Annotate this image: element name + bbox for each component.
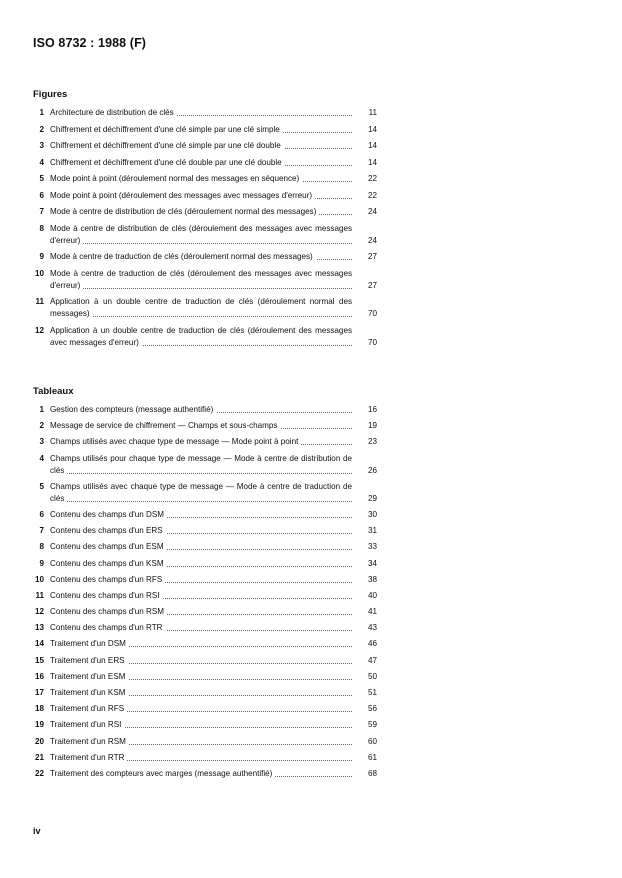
tableaux-entry-title: Traitement d'un RFS <box>50 704 127 713</box>
page-number: iv <box>33 826 41 836</box>
figures-entry-page: 27 <box>367 252 377 261</box>
figures-entry-number: 12 <box>34 325 44 335</box>
figures-entry-page: 14 <box>367 124 377 134</box>
tableaux-entry-page: 56 <box>367 704 377 714</box>
tableaux-entry-page: 23 <box>367 437 377 447</box>
figures-entry-number: 3 <box>39 141 44 150</box>
tableaux-entry-page: 29 <box>367 493 377 503</box>
tableaux-entry-number: 13 <box>34 623 44 633</box>
figures-entry[interactable] <box>32 251 377 263</box>
figures-entry[interactable] <box>32 268 377 292</box>
tableaux-entry-page: 68 <box>367 768 377 778</box>
tableaux-entry-number: 17 <box>34 688 44 697</box>
tableaux-entry-page: 41 <box>367 607 377 617</box>
tableaux-entry-page: 34 <box>367 558 377 568</box>
tableaux-entry-page: 46 <box>367 639 377 649</box>
figures-entry-page: 14 <box>367 157 377 167</box>
tableaux-entry-number: 15 <box>34 655 44 665</box>
dot-leader <box>50 501 352 502</box>
tableaux-entry[interactable] <box>32 590 377 602</box>
tableaux-entry[interactable] <box>32 436 377 448</box>
tableaux-entry-page: 50 <box>367 671 377 681</box>
figures-entry-number: 5 <box>39 174 44 183</box>
figures-entry[interactable] <box>32 190 377 202</box>
figures-entry-page: 24 <box>367 235 377 245</box>
tableaux-entry-title: Traitement d'un RSM <box>50 737 129 746</box>
figures-entry-page: 22 <box>367 190 377 200</box>
figures-entry-title: Mode à centre de distribution de clés (déroulement normal des messages) <box>50 207 319 216</box>
tableaux-entry-number: 7 <box>39 526 44 536</box>
figures-entry-page: 24 <box>367 207 377 216</box>
tableaux-entry-page: 61 <box>367 752 377 762</box>
tableaux-section-title: Tableaux <box>33 386 74 397</box>
dot-leader <box>50 288 352 289</box>
tableaux-entry-number: 6 <box>39 509 44 519</box>
figures-entry-number: 11 <box>35 297 44 306</box>
tableaux-entry-number: 2 <box>39 421 44 431</box>
figures-entry-title: Mode point à point (déroulement normal des messages en séquence) <box>50 174 302 183</box>
figures-entry-title: Mode à centre de distribution de clés (déroulement des messages avec messages d'erreur) <box>50 223 352 245</box>
figures-entry-page: 70 <box>367 337 377 347</box>
tableaux-entry[interactable] <box>32 606 377 618</box>
tableaux-entry-number: 20 <box>34 736 44 746</box>
figures-entry[interactable] <box>32 124 377 136</box>
tableaux-entry-number: 10 <box>34 574 44 584</box>
tableaux-entry-page: 51 <box>367 688 377 697</box>
figures-entry-number: 6 <box>39 190 44 200</box>
tableaux-entry-title: Traitement d'un KSM <box>50 688 128 697</box>
tableaux-entry-title: Traitement d'un DSM <box>50 639 129 648</box>
tableaux-entry-number: 22 <box>34 768 44 778</box>
tableaux-entry-title: Traitement d'un ESM <box>50 672 128 681</box>
tableaux-entry-page: 30 <box>367 509 377 519</box>
figures-entry-number: 1 <box>39 108 44 117</box>
tableaux-entry-page: 47 <box>367 655 377 665</box>
tableaux-entry[interactable] <box>32 671 377 683</box>
figures-entry[interactable] <box>32 325 377 349</box>
tableaux-entry[interactable] <box>32 655 377 667</box>
tableaux-entry-number: 14 <box>34 639 44 649</box>
tableaux-entry-title: Contenu des champs d'un ERS <box>50 526 166 535</box>
tableaux-entry-number: 11 <box>35 590 44 600</box>
tableaux-entry-number: 21 <box>34 752 44 762</box>
figures-entry-title: Chiffrement et déchiffrement d'une clé simple par une clé double <box>50 141 284 150</box>
tableaux-entry-page: 26 <box>367 465 377 475</box>
figures-entry-title: Application à un double centre de traduction de clés (déroulement des messages avec messages d'erreur) <box>50 325 352 347</box>
figures-entry[interactable] <box>32 206 377 218</box>
figures-entry-number: 2 <box>39 124 44 134</box>
figures-entry-page: 22 <box>367 174 377 183</box>
tableaux-entry-number: 19 <box>34 720 44 730</box>
tableaux-entry-title: Contenu des champs d'un RTR <box>50 623 166 632</box>
tableaux-entry[interactable] <box>32 541 377 553</box>
tableaux-entry-title: Contenu des champs d'un RFS <box>50 575 165 584</box>
tableaux-entry[interactable] <box>32 453 377 477</box>
figures-list <box>32 107 377 353</box>
tableaux-entry-page: 59 <box>367 720 377 730</box>
tableaux-entry-title: Champs utilisés avec chaque type de message — Mode à centre de traduction de clés <box>50 481 352 503</box>
figures-entry-number: 10 <box>34 268 44 278</box>
figures-entry-number: 9 <box>39 252 44 261</box>
tableaux-entry-title: Contenu des champs d'un RSM <box>50 607 167 616</box>
tableaux-entry-title: Champs utilisés pour chaque type de message — Mode à centre de distribution de clés <box>50 453 352 475</box>
tableaux-entry-title: Message de service de chiffrement — Champs et sous-champs <box>50 421 280 430</box>
figures-entry[interactable] <box>32 157 377 169</box>
tableaux-entry-title: Contenu des champs d'un DSM <box>50 510 167 519</box>
figures-entry-number: 4 <box>39 157 44 167</box>
figures-entry[interactable] <box>32 223 377 247</box>
tableaux-entry-title: Traitement d'un RTR <box>50 753 127 762</box>
tableaux-entry[interactable] <box>32 481 377 505</box>
figures-entry[interactable] <box>32 107 377 119</box>
figures-entry-number: 7 <box>39 207 44 216</box>
tableaux-entry[interactable] <box>32 687 377 699</box>
document-header: ISO 8732 : 1988 (F) <box>33 36 147 50</box>
tableaux-entry-number: 12 <box>34 607 44 617</box>
tableaux-entry-page: 38 <box>367 574 377 584</box>
tableaux-entry-number: 5 <box>39 481 44 491</box>
tableaux-list <box>32 404 377 784</box>
tableaux-entry-page: 40 <box>367 590 377 600</box>
tableaux-entry[interactable] <box>32 558 377 570</box>
dot-leader <box>50 316 352 317</box>
tableaux-entry-page: 33 <box>367 542 377 552</box>
tableaux-entry-number: 9 <box>39 558 44 568</box>
dot-leader <box>50 243 352 244</box>
tableaux-entry[interactable] <box>32 622 377 634</box>
tableaux-entry-page: 60 <box>367 736 377 746</box>
tableaux-entry[interactable] <box>32 509 377 521</box>
figures-entry-number: 8 <box>39 223 44 233</box>
tableaux-entry[interactable] <box>32 420 377 432</box>
tableaux-entry[interactable] <box>32 719 377 731</box>
tableaux-entry-title: Gestion des compteurs (message authentifié) <box>50 405 216 414</box>
figures-entry[interactable] <box>32 173 377 185</box>
tableaux-entry-page: 19 <box>367 421 377 431</box>
figures-entry-page: 27 <box>367 280 377 290</box>
tableaux-entry-number: 8 <box>39 542 44 552</box>
tableaux-entry[interactable] <box>32 574 377 586</box>
tableaux-entry[interactable] <box>32 404 377 416</box>
figures-entry-page: 11 <box>368 108 377 117</box>
figures-entry[interactable] <box>32 140 377 152</box>
tableaux-entry[interactable] <box>32 736 377 748</box>
figures-entry-title: Mode à centre de traduction de clés (déroulement des messages avec messages d'erreur) <box>50 268 352 290</box>
tableaux-entry[interactable] <box>32 638 377 650</box>
tableaux-entry[interactable] <box>32 703 377 715</box>
figures-entry-title: Mode point à point (déroulement des messages avec messages d'erreur) <box>50 191 315 200</box>
tableaux-entry-number: 1 <box>39 405 44 414</box>
tableaux-entry[interactable] <box>32 525 377 537</box>
figures-section-title: Figures <box>33 89 68 100</box>
tableaux-entry-page: 16 <box>367 405 377 414</box>
tableaux-entry[interactable] <box>32 768 377 780</box>
figures-entry[interactable] <box>32 296 377 320</box>
tableaux-entry-page: 31 <box>367 526 377 536</box>
tableaux-entry-number: 4 <box>39 453 44 463</box>
tableaux-entry-page: 43 <box>367 623 377 633</box>
tableaux-entry-number: 16 <box>34 671 44 681</box>
tableaux-entry-title: Contenu des champs d'un RSI <box>50 591 163 600</box>
figures-entry-title: Architecture de distribution de clés <box>50 108 177 117</box>
figures-entry-title: Chiffrement et déchiffrement d'une clé double par une clé double <box>50 158 285 167</box>
tableaux-entry-number: 3 <box>39 437 44 447</box>
tableaux-entry-title: Contenu des champs d'un KSM <box>50 559 167 568</box>
figures-entry-title: Chiffrement et déchiffrement d'une clé simple par une clé simple <box>50 125 283 134</box>
tableaux-entry-title: Traitement des compteurs avec marges (message authentifié) <box>50 769 275 778</box>
dot-leader <box>50 473 352 474</box>
figures-entry-page: 70 <box>367 309 377 318</box>
tableaux-entry[interactable] <box>32 752 377 764</box>
tableaux-entry-title: Traitement d'un RSI <box>50 720 124 729</box>
tableaux-entry-number: 18 <box>34 704 44 714</box>
tableaux-entry-title: Traitement d'un ERS <box>50 656 128 665</box>
figures-entry-title: Mode à centre de traduction de clés (déroulement normal des messages) <box>50 252 316 261</box>
tableaux-entry-title: Contenu des champs d'un ESM <box>50 542 167 551</box>
tableaux-entry-title: Champs utilisés avec chaque type de message — Mode point à point <box>50 437 301 446</box>
figures-entry-page: 14 <box>367 141 377 150</box>
figures-entry-title: Application à un double centre de traduction de clés (déroulement normal des messages) <box>50 297 352 318</box>
